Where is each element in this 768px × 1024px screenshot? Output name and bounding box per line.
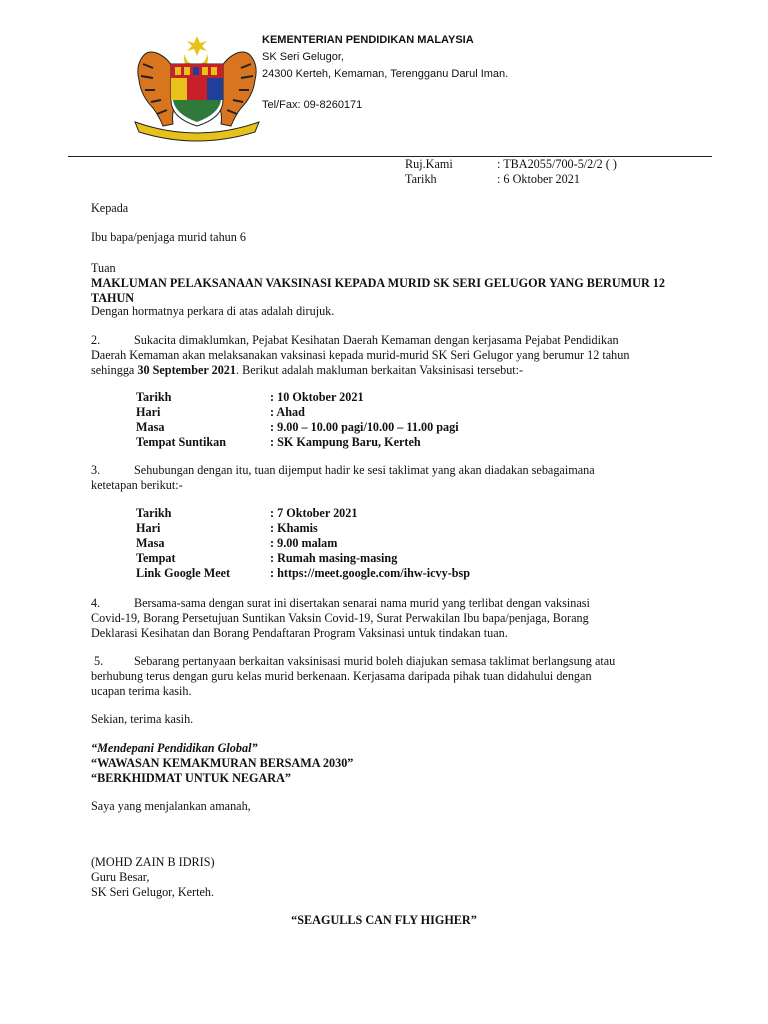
para-2-line-1: Sukacita dimaklumkan, Pejabat Kesihatan Daerah Kemaman dengan kerjasama Pejabat Pendidikan [134,333,619,347]
para-3-number: 3. [91,463,101,477]
para-4-number: 4. [91,596,101,610]
para-5-line-1: Sebarang pertanyaan berkaitan vaksinisasi murid boleh diajukan semasa taklimat berlangsung atau [134,654,616,668]
ministry-name: KEMENTERIAN PENDIDIKAN MALAYSIA [262,34,474,46]
para-5-number: 5. [94,654,104,668]
vacc-label: Hari [136,405,161,419]
para-4-line-3: Deklarasi Kesihatan dan Borang Pendaftaran Program Vaksinasi untuk tindakan tuan. [91,626,508,640]
para-3-line-1: Sehubungan dengan itu, tuan dijemput hadir ke sesi taklimat yang akan diadakan sebagaimana [134,463,595,477]
brief-label: Masa [136,536,165,550]
date-value: : 6 Oktober 2021 [497,172,580,186]
vacc-value: : Ahad [270,405,305,419]
signatory-name: (MOHD ZAIN B IDRIS) [91,855,215,869]
para-2-line-2: Daerah Kemaman akan melaksanakan vaksinasi kepada murid-murid SK Seri Gelugor yang berumur 12 tahun [91,348,630,362]
para-2-number: 2. [91,333,101,347]
salutation: Tuan [91,261,116,275]
signatory-school: SK Seri Gelugor, Kerteh. [91,885,215,899]
slogan-3: “BERKHIDMAT UNTUK NEGARA” [91,771,291,785]
para-3-line-2: ketetapan berikut:- [91,478,183,492]
para-4-line-1: Bersama-sama dengan surat ini disertakan senarai nama murid yang terlibat dengan vaksinasi [134,596,590,610]
para-5-line-3: ucapan terima kasih. [91,684,192,698]
vacc-value: : SK Kampung Baru, Kerteh [270,435,421,449]
slogan-1: “Mendepani Pendidikan Global” [91,741,258,755]
vacc-label: Masa [136,420,165,434]
google-meet-link[interactable]: : https://meet.google.com/ihw-icvy-bsp [270,566,471,580]
para-4-line-2: Covid-19, Borang Persetujuan Suntikan Vaksin Covid-19, Surat Perwakilan Ibu bapa/penjaga, Borang [91,611,589,625]
brief-value: : 9.00 malam [270,536,338,550]
ref-label: Ruj.Kami [405,157,453,171]
opening-line: Dengan hormatnya perkara di atas adalah dirujuk. [91,304,335,318]
brief-value: : Rumah masing-masing [270,551,398,565]
telfax: Tel/Fax: 09-8260171 [262,99,363,111]
school-address: 24300 Kerteh, Kemaman, Terengganu Darul Iman. [262,68,509,80]
vacc-value: : 9.00 – 10.00 pagi/10.00 – 11.00 pagi [270,420,459,434]
signatory-title: Guru Besar, [91,870,150,884]
school-name: SK Seri Gelugor, [262,51,344,63]
vacc-label: Tempat Suntikan [136,435,226,449]
vacc-value: : 10 Oktober 2021 [270,390,364,404]
coat-of-arms-logo [127,34,267,146]
recipient: Ibu bapa/penjaga murid tahun 6 [91,230,247,244]
closing-line: Sekian, terima kasih. [91,712,194,726]
sign-off: Saya yang menjalankan amanah, [91,799,251,813]
ref-value: : TBA2055/700-5/2/2 ( ) [497,157,617,171]
vacc-label: Tarikh [136,390,172,404]
date-label: Tarikh [405,172,437,186]
para-2-line-3: sehingga 30 September 2021. Berikut adalah makluman berkaitan Vaksinisasi tersebut:- [91,363,524,377]
subject-line: MAKLUMAN PELAKSANAAN VAKSINASI KEPADA MURID SK SERI GELUGOR YANG BERUMUR 12 TAHUN [91,276,665,305]
kepada: Kepada [91,201,129,215]
slogan-2: “WAWASAN KEMAKMURAN BERSAMA 2030” [91,756,354,770]
school-motto: “SEAGULLS CAN FLY HIGHER” [291,913,477,927]
brief-label: Tarikh [136,506,172,520]
brief-value: : Khamis [270,521,318,535]
brief-label: Hari [136,521,161,535]
brief-label: Tempat [136,551,176,565]
brief-value: : 7 Oktober 2021 [270,506,358,520]
para-5-line-2: berhubung terus dengan guru kelas murid berkenaan. Kerjasama daripada pihak tuan didahului dengan [91,669,592,683]
brief-label: Link Google Meet [136,566,231,580]
